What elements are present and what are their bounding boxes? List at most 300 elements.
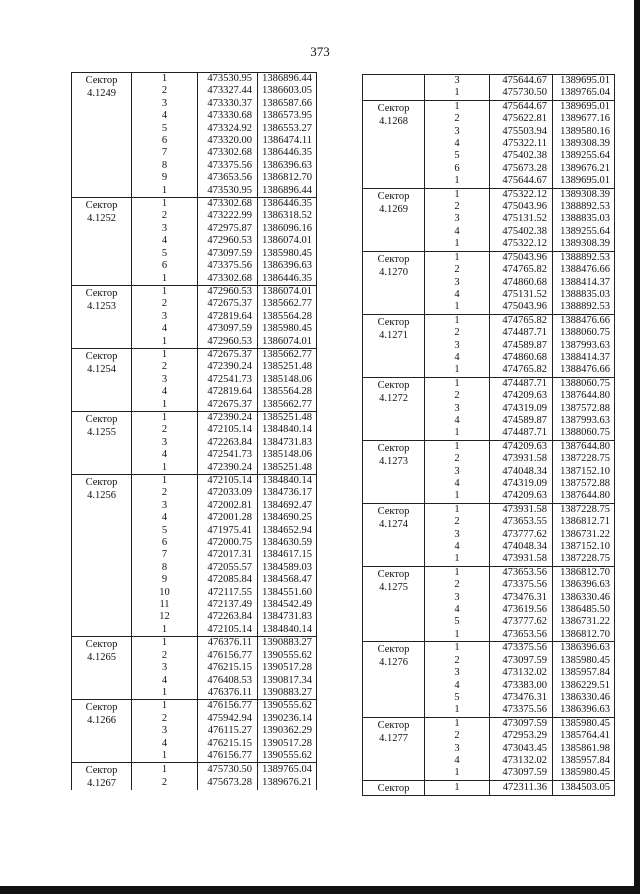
coord-y: 1386330.46 (553, 692, 615, 704)
coord-y: 1389308.39 (553, 188, 615, 201)
point-number: 2 (132, 650, 198, 662)
sector-word: Сектор (377, 719, 410, 731)
coord-x: 473043.45 (490, 743, 553, 755)
table-row (72, 348, 317, 361)
coordinates-table-right-body (363, 75, 615, 796)
sector-word: Сектор (377, 505, 410, 517)
point-number: 1 (425, 566, 490, 579)
point-number: 1 (425, 377, 490, 390)
coord-x: 472960.53 (198, 336, 258, 349)
point-number: 7 (132, 549, 198, 561)
point-number: 1 (132, 73, 198, 86)
table-row (72, 475, 317, 488)
point-number: 4 (425, 478, 490, 490)
coord-y: 1387572.88 (553, 403, 615, 415)
coord-x: 475322.12 (490, 188, 553, 201)
coord-y: 1386896.44 (258, 185, 317, 198)
point-number: 3 (132, 437, 198, 449)
coord-y: 1389308.39 (553, 238, 615, 251)
coord-x: 473931.58 (490, 553, 553, 566)
sector-code: 4.1275 (379, 581, 408, 593)
point-number: 1 (425, 251, 490, 264)
sector-label (363, 314, 425, 377)
coord-x: 476156.77 (198, 750, 258, 763)
coord-y: 1390883.27 (258, 637, 317, 650)
sector-word: Сектор (85, 765, 118, 777)
coord-x: 474765.82 (490, 314, 553, 327)
coord-y: 1386812.70 (258, 172, 317, 184)
point-number: 1 (132, 411, 198, 424)
coord-x: 476376.11 (198, 637, 258, 650)
sector-label (363, 251, 425, 314)
coordinates-table-left (71, 72, 317, 790)
coord-x: 475644.67 (490, 100, 553, 113)
coord-x: 475043.96 (490, 201, 553, 213)
coord-x: 473653.56 (490, 566, 553, 579)
coord-y: 1384568.47 (258, 574, 317, 586)
sector-word: Сектор (377, 644, 410, 656)
coord-x: 473097.59 (198, 248, 258, 260)
coord-x: 473132.02 (490, 667, 553, 679)
sector-label (363, 566, 425, 641)
coord-y: 1387152.10 (553, 541, 615, 553)
coord-x: 476156.77 (198, 700, 258, 713)
coordinates-table-left-body (72, 73, 317, 791)
coord-x: 474487.71 (490, 327, 553, 339)
sector-label (72, 763, 132, 791)
point-number: 1 (425, 717, 490, 730)
sector-code: 4.1272 (379, 392, 408, 404)
coord-x: 472055.57 (198, 562, 258, 574)
coord-y: 1390362.29 (258, 725, 317, 737)
coord-y: 1387993.63 (553, 340, 615, 352)
coord-y: 1386074.01 (258, 235, 317, 247)
coord-x: 474319.09 (490, 403, 553, 415)
coord-x: 475131.52 (490, 213, 553, 225)
coord-x: 473383.00 (490, 680, 553, 692)
coord-x: 472541.73 (198, 449, 258, 461)
sector-word: Сектор (377, 102, 410, 114)
coord-x: 472137.49 (198, 599, 258, 611)
coord-y: 1389255.64 (553, 226, 615, 238)
point-number: 4 (132, 512, 198, 524)
coord-y: 1385980.45 (553, 717, 615, 730)
point-number: 1 (132, 624, 198, 637)
sector-label (363, 440, 425, 503)
point-number: 1 (425, 642, 490, 655)
sector-label (72, 285, 132, 348)
point-number: 2 (425, 327, 490, 339)
table-row (363, 566, 615, 579)
coord-x: 472390.24 (198, 361, 258, 373)
coord-x: 475043.96 (490, 301, 553, 314)
point-number: 4 (425, 352, 490, 364)
coord-x: 473653.56 (198, 172, 258, 184)
coord-x: 473375.56 (490, 642, 553, 655)
coord-y: 1385251.48 (258, 411, 317, 424)
sector-word: Сектор (85, 413, 118, 425)
point-number: 4 (425, 415, 490, 427)
point-number: 4 (132, 449, 198, 461)
point-number: 11 (132, 599, 198, 611)
coord-y: 1384840.14 (258, 624, 317, 637)
coord-x: 474487.71 (490, 377, 553, 390)
point-number: 5 (132, 123, 198, 135)
coord-y: 1389308.39 (553, 138, 615, 150)
coord-x: 472117.55 (198, 587, 258, 599)
point-number: 2 (425, 264, 490, 276)
coord-y: 1384731.83 (258, 437, 317, 449)
point-number: 6 (132, 135, 198, 147)
coord-x: 475673.28 (490, 163, 553, 175)
coord-y: 1385957.84 (553, 755, 615, 767)
point-number: 1 (132, 273, 198, 286)
coord-y: 1385980.45 (258, 323, 317, 335)
sector-label (72, 73, 132, 198)
coord-x: 475644.67 (490, 75, 553, 88)
coord-y: 1386074.01 (258, 285, 317, 298)
coord-y: 1386396.63 (553, 642, 615, 655)
coord-x: 473320.00 (198, 135, 258, 147)
coord-x: 474487.71 (490, 427, 553, 440)
coord-y: 1387572.88 (553, 478, 615, 490)
coord-y: 1389765.04 (553, 87, 615, 100)
point-number: 1 (425, 364, 490, 377)
sector-code: 4.1256 (87, 490, 116, 501)
coord-y: 1390883.27 (258, 687, 317, 700)
point-number: 1 (425, 553, 490, 566)
coord-x: 474589.87 (490, 415, 553, 427)
coord-y: 1390517.28 (258, 662, 317, 674)
point-number: 2 (132, 298, 198, 310)
coord-x: 473375.56 (490, 579, 553, 591)
coord-x: 475730.50 (490, 87, 553, 100)
coord-x: 475503.94 (490, 126, 553, 138)
coord-y: 1384690.25 (258, 512, 317, 524)
coord-x: 475043.96 (490, 251, 553, 264)
point-number: 2 (425, 730, 490, 742)
coord-y: 1389677.16 (553, 113, 615, 125)
coord-x: 473132.02 (490, 755, 553, 767)
sector-label (72, 700, 132, 763)
coord-x: 474860.68 (490, 277, 553, 289)
point-number: 1 (425, 440, 490, 453)
coord-x: 472953.29 (490, 730, 553, 742)
coord-y: 1386096.16 (258, 223, 317, 235)
point-number: 3 (425, 126, 490, 138)
coord-x: 472085.84 (198, 574, 258, 586)
coord-x: 473653.56 (490, 629, 553, 642)
coord-y: 1388835.03 (553, 213, 615, 225)
point-number: 3 (425, 743, 490, 755)
point-number: 4 (425, 541, 490, 553)
point-number: 1 (425, 427, 490, 440)
sector-word: Сектор (85, 639, 118, 651)
coord-y: 1388476.66 (553, 264, 615, 276)
coord-y: 1387644.80 (553, 490, 615, 503)
coord-x: 475322.11 (490, 138, 553, 150)
coord-y: 1385662.77 (258, 399, 317, 412)
coord-y: 1388892.53 (553, 251, 615, 264)
point-number: 1 (425, 314, 490, 327)
coord-y: 1388060.75 (553, 427, 615, 440)
coord-y: 1387228.75 (553, 503, 615, 516)
coord-y: 1389695.01 (553, 175, 615, 188)
coord-x: 474048.34 (490, 466, 553, 478)
coord-x: 472819.64 (198, 311, 258, 323)
sector-code: 4.1271 (379, 329, 408, 341)
sector-code: 4.1276 (379, 657, 408, 669)
point-number: 5 (425, 616, 490, 628)
sector-code: 4.1266 (87, 715, 116, 727)
sector-code: 4.1252 (87, 213, 116, 225)
point-number: 1 (132, 399, 198, 412)
coord-y: 1390517.28 (258, 738, 317, 750)
coord-y: 1386229.51 (553, 680, 615, 692)
coord-x: 473327.44 (198, 85, 258, 97)
coord-x: 472675.37 (198, 348, 258, 361)
point-number: 9 (132, 172, 198, 184)
point-number: 10 (132, 587, 198, 599)
point-number: 4 (132, 675, 198, 687)
coord-x: 473097.59 (490, 767, 553, 780)
point-number: 2 (425, 453, 490, 465)
point-number: 1 (132, 637, 198, 650)
coord-y: 1387228.75 (553, 553, 615, 566)
coord-x: 475673.28 (198, 777, 258, 790)
point-number: 3 (132, 500, 198, 512)
coord-y: 1390817.34 (258, 675, 317, 687)
coord-y: 1385564.28 (258, 386, 317, 398)
point-number: 6 (425, 163, 490, 175)
point-number: 3 (132, 223, 198, 235)
coord-x: 472675.37 (198, 298, 258, 310)
coord-x: 472311.36 (490, 780, 553, 795)
coord-y: 1384692.47 (258, 500, 317, 512)
point-number: 3 (132, 374, 198, 386)
point-number: 4 (425, 289, 490, 301)
coord-x: 475942.94 (198, 713, 258, 725)
coord-x: 475322.12 (490, 238, 553, 251)
coord-x: 472033.09 (198, 487, 258, 499)
point-number: 2 (132, 777, 198, 790)
table-row (363, 377, 615, 390)
coord-y: 1389676.21 (258, 777, 317, 790)
point-number: 3 (425, 529, 490, 541)
coord-y: 1386731.22 (553, 529, 615, 541)
sector-code: 4.1277 (379, 732, 408, 744)
sector-label (363, 642, 425, 717)
coord-x: 473375.56 (198, 160, 258, 172)
sector-label (72, 198, 132, 286)
point-number: 5 (425, 692, 490, 704)
coord-x: 476376.11 (198, 687, 258, 700)
sector-code: 4.1269 (379, 203, 408, 215)
coord-x: 473476.31 (490, 592, 553, 604)
point-number: 1 (425, 100, 490, 113)
coord-y: 1385764.41 (553, 730, 615, 742)
point-number: 4 (132, 110, 198, 122)
coord-y: 1388892.53 (553, 301, 615, 314)
coord-y: 1384652.94 (258, 525, 317, 537)
coord-y: 1386396.63 (553, 579, 615, 591)
coord-x: 476115.27 (198, 725, 258, 737)
sector-label (363, 75, 425, 101)
point-number: 2 (425, 579, 490, 591)
coord-x: 472390.24 (198, 411, 258, 424)
coord-x: 472541.73 (198, 374, 258, 386)
point-number: 1 (132, 763, 198, 777)
coord-y: 1386573.95 (258, 110, 317, 122)
coord-y: 1387644.80 (553, 390, 615, 402)
coord-x: 474589.87 (490, 340, 553, 352)
coord-y: 1390555.62 (258, 750, 317, 763)
point-number: 7 (132, 147, 198, 159)
coord-y: 1386474.11 (258, 135, 317, 147)
point-number: 2 (132, 210, 198, 222)
coord-y: 1389765.04 (258, 763, 317, 777)
coord-x: 476215.15 (198, 662, 258, 674)
table-row (72, 637, 317, 650)
coord-x: 472675.37 (198, 399, 258, 412)
coord-x: 472263.84 (198, 611, 258, 623)
coord-y: 1384630.59 (258, 537, 317, 549)
point-number: 1 (132, 336, 198, 349)
sector-code: 4.1265 (87, 652, 116, 664)
coord-x: 475644.67 (490, 175, 553, 188)
sector-word: Сектор (85, 287, 118, 299)
point-number: 4 (425, 604, 490, 616)
coord-y: 1388060.75 (553, 327, 615, 339)
coord-x: 472975.87 (198, 223, 258, 235)
sector-word: Сектор (85, 477, 118, 488)
coord-y: 1385980.45 (553, 767, 615, 780)
coord-x: 473530.95 (198, 185, 258, 198)
coord-x: 472819.64 (198, 386, 258, 398)
coord-y: 1390555.62 (258, 700, 317, 713)
point-number: 4 (425, 138, 490, 150)
point-number: 3 (132, 311, 198, 323)
table-row (363, 503, 615, 516)
sector-word: Сектор (377, 253, 410, 265)
point-number: 1 (132, 198, 198, 211)
point-number: 1 (425, 704, 490, 717)
coord-x: 473375.56 (490, 704, 553, 717)
point-number: 5 (132, 525, 198, 537)
coord-y: 1386396.63 (258, 260, 317, 272)
point-number: 2 (425, 655, 490, 667)
point-number: 3 (425, 592, 490, 604)
coord-y: 1385957.84 (553, 667, 615, 679)
point-number: 1 (425, 238, 490, 251)
point-number: 3 (132, 98, 198, 110)
coord-y: 1388476.66 (553, 364, 615, 377)
coord-y: 1387228.75 (553, 453, 615, 465)
coord-x: 473375.56 (198, 260, 258, 272)
point-number: 1 (425, 188, 490, 201)
sector-word: Сектор (377, 442, 410, 454)
sector-word: Сектор (377, 782, 410, 794)
sector-label (363, 100, 425, 188)
scan-edge-right (634, 0, 640, 894)
coord-x: 475622.81 (490, 113, 553, 125)
point-number: 3 (425, 75, 490, 88)
sector-word: Сектор (85, 350, 118, 362)
coord-x: 472000.75 (198, 537, 258, 549)
point-number: 4 (425, 226, 490, 238)
coord-y: 1386074.01 (258, 336, 317, 349)
coord-x: 473324.92 (198, 123, 258, 135)
coord-y: 1386731.22 (553, 616, 615, 628)
point-number: 3 (425, 277, 490, 289)
point-number: 4 (132, 738, 198, 750)
coord-y: 1390236.14 (258, 713, 317, 725)
coord-y: 1385564.28 (258, 311, 317, 323)
coord-y: 1386396.63 (553, 704, 615, 717)
coord-x: 474319.09 (490, 478, 553, 490)
sector-word: Сектор (85, 200, 118, 212)
coord-x: 473330.37 (198, 98, 258, 110)
table-row (363, 440, 615, 453)
coord-x: 472390.24 (198, 462, 258, 475)
table-row (363, 75, 615, 88)
point-number: 4 (425, 680, 490, 692)
coord-x: 472001.28 (198, 512, 258, 524)
point-number: 3 (132, 662, 198, 674)
coord-x: 473619.56 (490, 604, 553, 616)
coord-y: 1384542.49 (258, 599, 317, 611)
coord-y: 1386446.35 (258, 273, 317, 286)
point-number: 2 (425, 516, 490, 528)
coord-x: 472263.84 (198, 437, 258, 449)
point-number: 1 (425, 301, 490, 314)
coord-y: 1386485.50 (553, 604, 615, 616)
sector-label (72, 637, 132, 700)
coord-y: 1384589.03 (258, 562, 317, 574)
coord-x: 474860.68 (490, 352, 553, 364)
sector-label (72, 411, 132, 474)
coord-x: 473097.59 (490, 717, 553, 730)
coord-x: 472105.14 (198, 475, 258, 488)
coord-y: 1389255.64 (553, 150, 615, 162)
sector-word: Сектор (377, 379, 410, 391)
coord-x: 473530.95 (198, 73, 258, 86)
coord-x: 472960.53 (198, 285, 258, 298)
sector-code: 4.1268 (379, 115, 408, 127)
page-number: 373 (310, 44, 330, 59)
sector-label (72, 348, 132, 411)
coord-y: 1386553.27 (258, 123, 317, 135)
coordinates-table-right (362, 74, 615, 796)
table-row (363, 717, 615, 730)
table-row (363, 642, 615, 655)
point-number: 2 (425, 113, 490, 125)
table-row (363, 251, 615, 264)
coord-x: 474209.63 (490, 490, 553, 503)
coord-x: 476215.15 (198, 738, 258, 750)
coord-y: 1384731.83 (258, 611, 317, 623)
point-number: 1 (425, 175, 490, 188)
point-number: 1 (132, 185, 198, 198)
sector-code: 4.1273 (379, 455, 408, 467)
point-number: 1 (132, 475, 198, 488)
point-number: 5 (132, 248, 198, 260)
coord-x: 475402.38 (490, 150, 553, 162)
coord-y: 1386396.63 (258, 160, 317, 172)
coord-y: 1385662.77 (258, 348, 317, 361)
coord-y: 1388414.37 (553, 277, 615, 289)
coord-y: 1388414.37 (553, 352, 615, 364)
